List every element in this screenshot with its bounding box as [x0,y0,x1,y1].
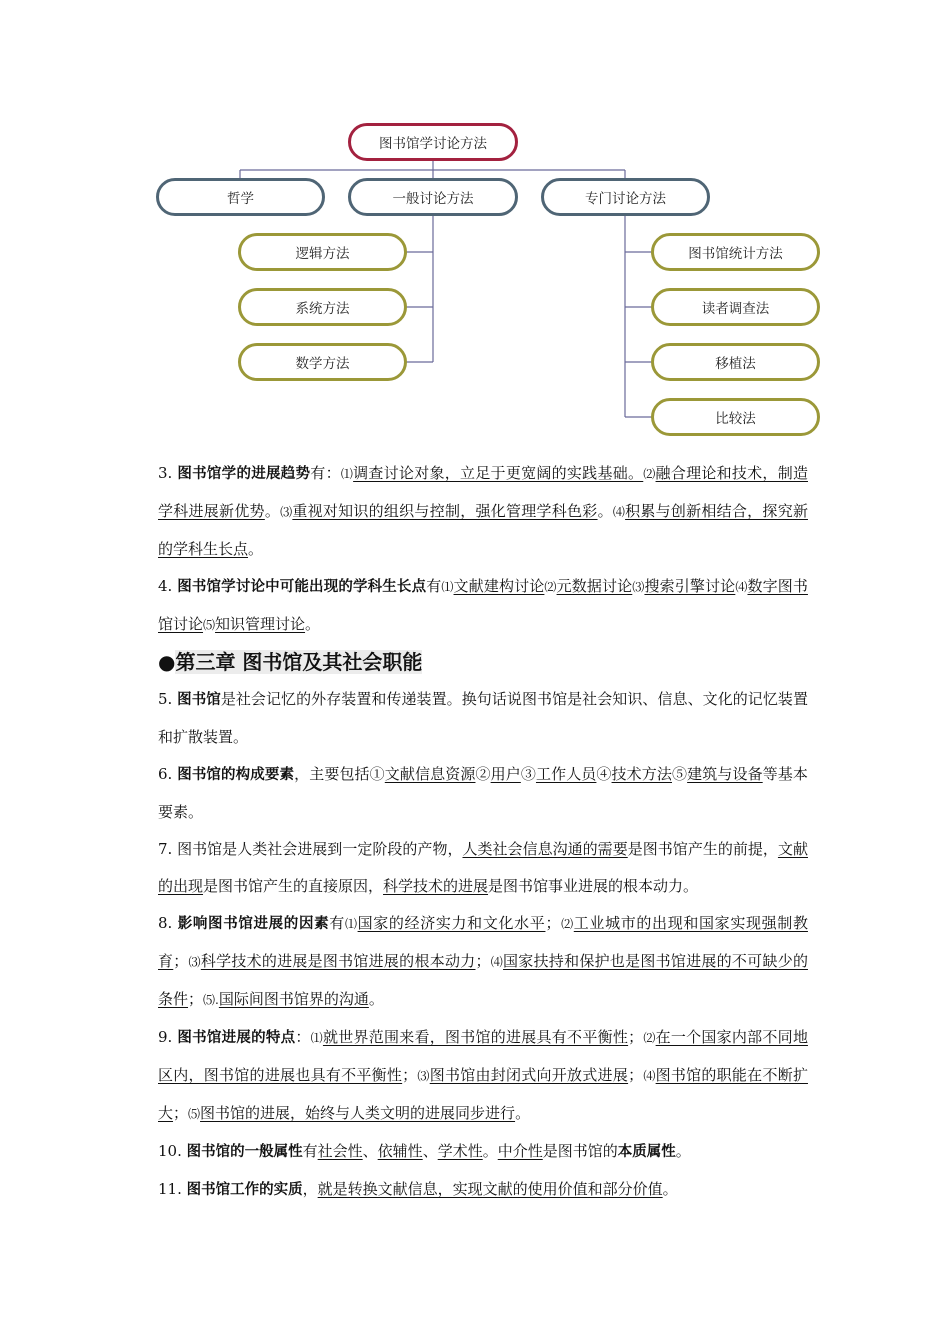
node-math-method: 数学方法 [238,343,407,381]
separator: ； [173,1104,189,1122]
marker: ⑸ [188,1107,201,1121]
item-text: 是图书馆事业进展的根本动力。 [488,877,699,895]
item-end: 等基本要素。 [158,765,808,821]
marker: ⑴ [441,580,454,594]
point-text: 数字图书馆讨论 [158,577,808,633]
point-text: 学术性 [437,1142,483,1160]
item-7 [158,831,808,905]
point-text: 图书馆由封闭式向开放式进展 [429,1066,629,1084]
item-text: 是图书馆的 [542,1142,618,1160]
item-text: 是图书馆产生的直接原因， [203,877,384,895]
item-number: 3. [158,464,178,482]
item-title: 图书馆的构成要素 [177,767,295,783]
marker: ⑷ [490,955,504,969]
item-intro: 有 [329,914,345,932]
point-text: 文献的出现 [158,840,808,895]
node-general-methods: 一般讨论方法 [348,178,518,216]
root-node: 图书馆学讨论方法 [348,123,518,161]
item-title: 图书馆的一般属性 [186,1144,303,1160]
item-number: 4. [158,577,178,595]
marker: ⑷ [643,1069,656,1083]
point-text: 图书馆的进展，始终与人类文明的进展同步进行 [200,1104,516,1122]
point-text: 用户 [490,765,521,783]
point-text: 在一个国家内部不同地区内，图书馆的进展也具有不平衡性 [158,1028,808,1084]
diagram-connectors [0,0,950,450]
point-text: 融合理论和技术，制造学科进展新优势 [158,464,808,520]
item-text: 是图书馆产生的前提， [627,840,778,858]
node-special-methods: 专门讨论方法 [541,178,710,216]
item-end: 。 [662,1180,678,1198]
notes-body [158,455,808,1209]
method-tree-diagram [0,0,950,450]
item-title: 图书馆学讨论中可能出现的学科生长点 [177,579,427,595]
item-title: 图书馆进展的特点 [177,1030,296,1046]
marker: ⑶ [417,1069,430,1083]
point-text: 国家扶持和保护也是图书馆进展的不可缺少的条件 [158,952,808,1008]
marker: ⑸ [203,618,216,632]
item-intro: ： [295,1028,311,1046]
point-text: 知识管理讨论 [215,615,306,633]
point-text: 依辅性 [377,1142,423,1160]
separator: 。 [597,502,613,520]
marker: ⑴ [344,917,358,931]
marker: ⑵ [560,917,574,931]
item-end: 。 [248,540,264,558]
item-number: 6. [158,765,178,783]
point-text: 重视对知识的组织与控制，强化管理学科色彩 [292,502,598,520]
item-title: 图书馆工作的实质 [186,1182,303,1198]
point-text: 人类社会信息沟通的需要 [462,840,628,858]
item-end: 。 [305,615,321,633]
node-comparison-method: 比较法 [651,398,820,436]
marker: ⑶ [280,505,293,519]
item-intro: 有 [426,577,442,595]
item-8 [158,905,808,1019]
item-9 [158,1019,808,1133]
point-text: 国际间图书馆界的沟通 [218,990,369,1008]
point-text: 技术方法 [611,765,672,783]
item-4 [158,568,808,644]
separator: 、 [362,1142,378,1160]
marker: ⑴ [340,467,354,481]
item-end: 。 [368,990,384,1008]
separator: 。 [482,1142,498,1160]
point-text: 就是转换文献信息，实现文献的使用价值和部分价值 [317,1180,663,1198]
bullet-icon: ● [158,650,176,674]
item-end: 。 [675,1142,691,1160]
point-text: 积累与创新相结合，探究新的学科生长点 [158,502,808,558]
marker: ⑶ [188,955,201,969]
marker: ⑸. [203,993,219,1007]
point-text: 科学技术的进展 [383,877,489,895]
marker: ⑵ [643,1031,656,1045]
item-intro: 有 [302,1142,318,1160]
point-text: 社会性 [317,1142,363,1160]
point-text: 工作人员 [535,765,597,783]
node-system-method: 系统方法 [238,288,407,326]
marker: ① [369,765,385,783]
point-text: 国家的经济实力和文化水平 [357,914,546,932]
item-10 [158,1133,808,1171]
separator: ； [188,990,204,1008]
point-text: 图书馆的职能在不断扩大 [158,1066,808,1122]
separator: ； [475,952,491,970]
chapter-heading [158,644,808,681]
node-logic-method: 逻辑方法 [238,233,407,271]
separator: ； [628,1028,644,1046]
point-text: 调查讨论对象，立足于更宽阔的实践基础。 [353,464,644,482]
separator: 。 [264,502,281,520]
separator: ； [628,1066,644,1084]
node-philosophy: 哲学 [156,178,325,216]
marker: ⑴ [310,1031,323,1045]
item-end: 。 [515,1104,531,1122]
point-text: 搜索引擎讨论 [644,577,736,595]
marker: ② [475,765,491,783]
item-6 [158,756,808,831]
marker: ④ [596,765,612,783]
point-text: 科学技术的进展是图书馆进展的根本动力 [200,952,476,970]
separator: ； [545,914,561,932]
item-number: 5. [158,690,178,708]
node-transplant-method: 移植法 [651,343,820,381]
item-5 [158,681,808,756]
marker: ⑶ [632,580,645,594]
separator: 、 [422,1142,438,1160]
marker: ⑷ [612,505,626,519]
point-text: 就世界范围来看，图书馆的进展具有不平衡性 [322,1028,629,1046]
marker: ⑵ [643,467,656,481]
point-text: 元数据讨论 [556,577,633,595]
item-3 [158,455,808,568]
point-text: 文献信息资源 [384,765,476,783]
item-number: 8. [158,914,178,932]
item-text: 是社会记忆的外存装置和传递装置。换句话说图书馆是社会知识、信息、文化的记忆装置和扩散装置。 [158,690,808,746]
item-keyword: 本质属性 [617,1144,676,1160]
marker: ⑵ [544,580,557,594]
node-reader-survey: 读者调查法 [651,288,820,326]
item-intro: 有： [310,464,341,482]
node-statistics-method: 图书馆统计方法 [651,233,820,271]
item-11 [158,1171,808,1209]
separator: ； [402,1066,418,1084]
marker: ⑷ [735,580,748,594]
item-text: 图书馆是人类社会进展到一定阶段的产物， [177,840,463,858]
item-number: 10. [158,1142,187,1160]
marker: ⑤ [672,765,688,783]
item-number: 11. [158,1180,187,1198]
item-number: 9. [158,1028,178,1046]
item-intro: ，主要包括 [294,765,370,783]
point-text: 工业城市的出现和国家实现强制教育 [158,914,808,970]
point-text: 建筑与设备 [687,765,763,783]
item-title: 图书馆学的进展趋势 [177,466,311,482]
chapter-title: 第三章 图书馆及其社会职能 [175,650,423,674]
marker: ③ [520,765,536,783]
point-text: 文献建构讨论 [453,577,545,595]
item-number: 7. [158,840,178,858]
separator: ； [173,952,189,970]
item-title: 图书馆 [177,692,221,708]
point-text: 中介性 [497,1142,543,1160]
separator: ， [302,1180,318,1198]
item-title: 影响图书馆进展的因素 [177,916,330,932]
